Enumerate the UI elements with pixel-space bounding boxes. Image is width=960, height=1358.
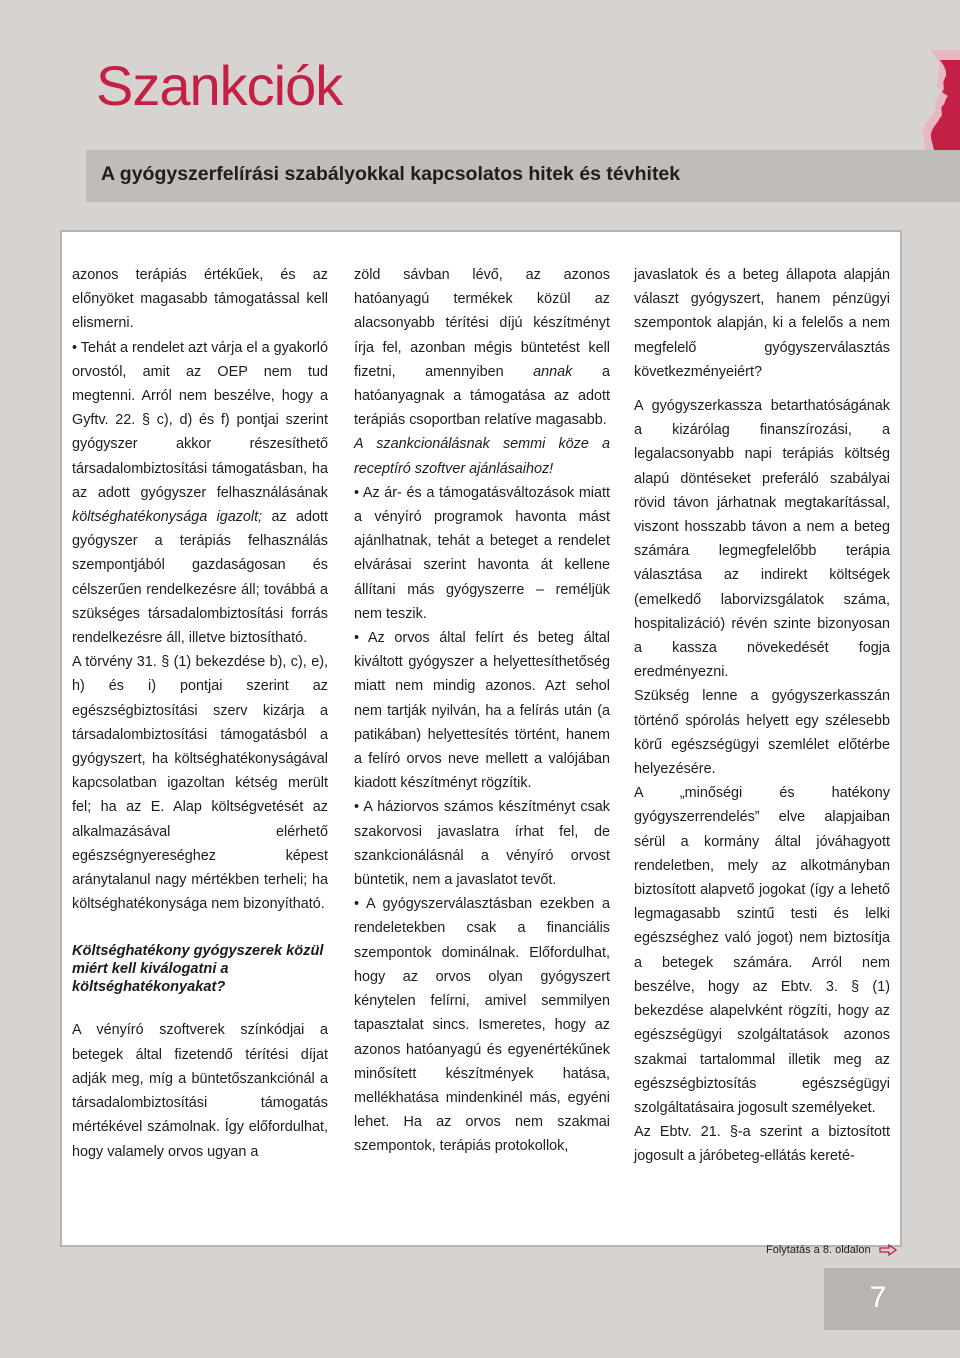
bullet-paragraph: • A háziorvos számos készítményt csak szakorvosi javaslatra írhat fel, de szankcionálásnál a vényíró orvost büntetik, nem a javaslatot tevőt. (354, 799, 610, 889)
emphasis-paragraph: A szankcionálásnak semmi köze a receptíró szoftver ajánlásaihoz! (354, 436, 610, 477)
paragraph: A gyógyszerkassza betarthatóságának a kizárólag finanszírozási, a legalacsonyabb napi terápiás költség alapú döntéseket preferáló szabályai rövid távon járhatnak megtakarítással, viszont hosszabb távon a nem a beteg számára legmegfelelőbb terápia választása az indirekt költségek (emelkedő laborvizsgálatok száma, hospitalizáció) révén szinte bizonyosan a kassza növekedését fogja eredményezni. (634, 398, 890, 681)
arrow-right-icon (879, 1244, 897, 1256)
paragraph: A „minőségi és hatékony gyógyszerrendelés” elve alapjaiban sérül a kormány által jóváhagyott rendeletben, mely az alkotmányban biztosított alapvető jogokat (így a lehető legmagasabb szintű testi és lelki egészséghez való jogot) nem biztosítja a betegek számára. Arról nem beszélve, hogy az Ebtv. 3. § (1) bekezdése alapelvként rögzíti, hogy az egészségügyi szolgáltatások azonos szakmai tartalommal illetik meg az egészségbiztosítás egészségügyi szolgáltatásaira jogosult személyeket. (634, 785, 890, 1116)
bullet-paragraph: • Az orvos által felírt és beteg által kiváltott gyógyszer a helyettesíthetőség miatt nem mindig azonos. Azt sehol nem tartják nyilván, ha a felírás után (a patikában) helyettesítés történt, hanem a felíró orvos neve mellett a valójában kiadott készítményt rögzítik. (354, 630, 610, 792)
column-2 (354, 263, 610, 1159)
paragraph: Az Ebtv. 21. §-a szerint a biztosított jogosult a járóbeteg-ellátás kereté- (634, 1124, 890, 1165)
subtitle: A gyógyszerfelírási szabályokkal kapcsolatos hitek és tévhitek (101, 163, 681, 185)
column-3 (634, 263, 890, 1169)
profile-silhouette-logo (890, 50, 960, 150)
paragraph: A törvény 31. § (1) bekezdése b), c), e), h) és i) pontjai szerint az egészségbiztosítási szerv kizárja a társadalombiztosítási támogatásból a gyógyszert, ha költséghatékonyságával kapcsolatban igazoltan kétség merült fel; ha az E. Alap költségvetését az alkalmazásával elérhető egészségnyereséghez képest aránytalanul nagy mértékben terheli; ha költséghatékonysága nem bizonyítható. (72, 654, 328, 913)
bullet-paragraph: • Tehát a rendelet azt várja el a gyakorló orvostól, amit az OEP nem tud megtenni. Arról nem beszélve, hogy a Gyftv. 22. § c), d) és f) pontjai szerint gyógyszer akkor részesíthető társadalombiztosítási támogatásban, ha az adott gyógyszer felhasználásának költséghatékonysága igazolt; az adott gyógyszer a terápiás felhasználás szempontjából gazdaságosan és célszerűen rendelkezésre áll; továbbá a szükséges társadalombiztosítási forrás rendelkezésre áll, illetve biztosítható. (72, 339, 328, 647)
paragraph: azonos terápiás értékűek, és az előnyöket magasabb támogatással kell elismerni. (72, 267, 328, 332)
column-1 (72, 263, 328, 1164)
section-heading: Költséghatékony gyógyszerek közül miért kell kiválogatni a költséghatékonyakat? (72, 943, 324, 996)
paragraph: javaslatok és a beteg állapota alapján választ gyógyszert, hanem pénzügyi szempontok alapján, ki a felelős a nem megfelelő gyógyszerválasztás következményeiért? (634, 267, 890, 380)
bullet-paragraph: • A gyógyszerválasztásban ezekben a rendeletekben csak a financiális szempontok dominálnak. Előfordulhat, hogy az orvos olyan gyógyszert kénytelen felírni, amivel semmilyen tapasztalat sincs. Ismeretes, hogy az azonos hatóanyagú és egyenértékűnek minősített készítmények hatása, mellékhatása mindenkinél más, egyéni lehet. Ha az orvos nem szakmai szempontok, terápiás protokollok, (354, 896, 610, 1155)
continued-note[interactable] (766, 1244, 897, 1256)
paragraph: zöld sávban lévő, az azonos hatóanyagú termékek közül az alacsonyabb térítési díjú készítményt írja fel, azonban mégis büntetést kell fizetni, amennyiben annak a hatóanyagnak a támogatása az adott terápiás csoportban relatíve magasabb. (354, 267, 610, 429)
page-number: 7 (869, 1281, 887, 1314)
continued-label: Folytatás a 8. oldalon (766, 1244, 871, 1256)
page-title: Szankciók (96, 54, 343, 117)
paragraph: A vényíró szoftverek színkódjai a betegek által fizetendő térítési díjat adják meg, míg a büntetőszankciónál a társadalombiztosítási támogatás mértékével számolnak. Így előfordulhat, hogy valamely orvos ugyan a (72, 1022, 328, 1160)
paragraph: Szükség lenne a gyógyszerkasszán történő spórolás helyett egy szélesebb körű egészségügyi szemlélet előtérbe helyezésére. (634, 688, 890, 778)
bullet-paragraph: • Az ár- és a támogatásváltozások miatt a vényíró programok havonta mást ajánlhatnak, tehát a beteget a rendelet elvárásai szerint havonta át kellene állítani más gyógyszerre – reméljük nem teszik. (354, 484, 610, 622)
